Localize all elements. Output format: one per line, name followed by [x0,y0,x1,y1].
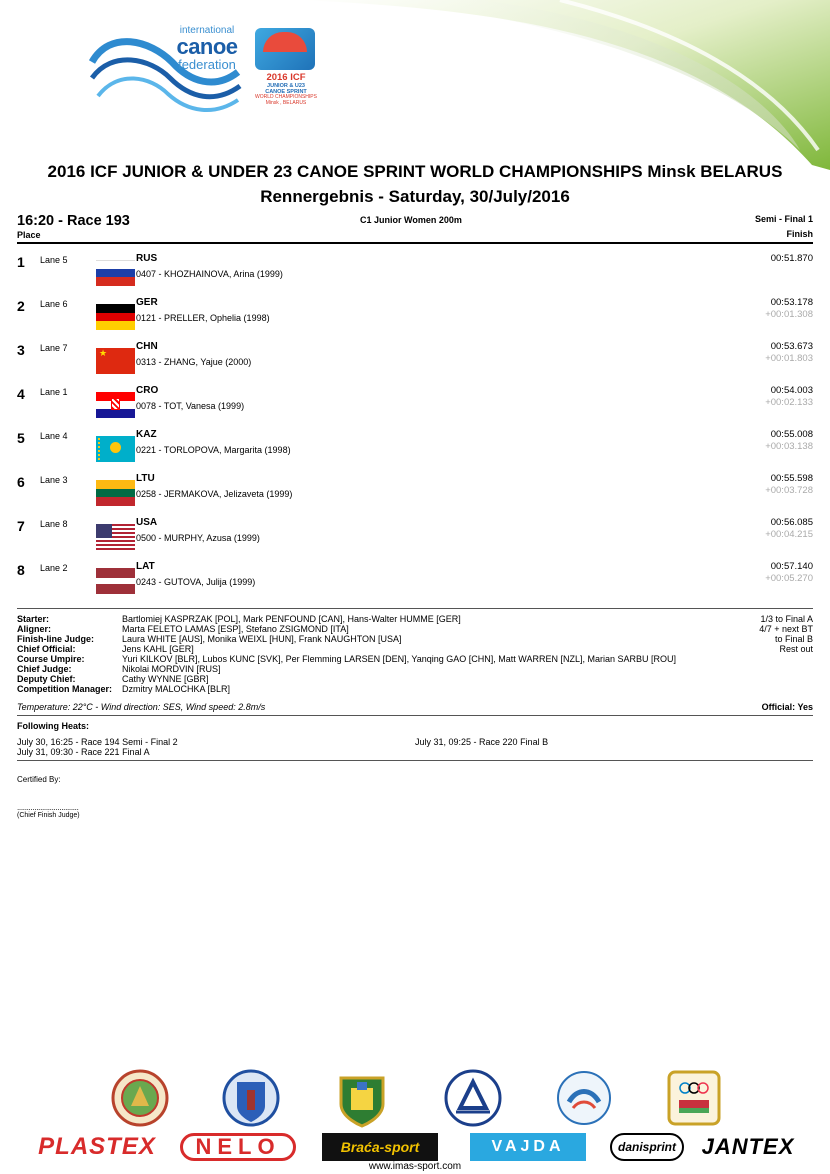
nation-code: GER [136,297,158,308]
official-status: Official: Yes [761,702,813,712]
official-role: Chief Official: [17,644,76,654]
document-title: 2016 ICF JUNIOR & UNDER 23 CANOE SPRINT WORLD CHAMPIONSHIPS Minsk BELARUS [47,162,783,181]
sponsor-jantex-logo: JANTEX [701,1134,795,1159]
place-column-header: Place [17,230,41,240]
weather-divider [17,715,813,716]
finish-time: 00:54.003 [770,385,813,396]
lane: Lane 5 [40,255,68,265]
event-logo-line2: JUNIOR & U23 [267,82,305,89]
official-role: Finish-line Judge: [17,634,95,644]
following-heats-left [17,737,178,757]
place-number: 8 [17,562,25,578]
result-row [0,517,830,561]
nation-code: CHN [136,341,158,352]
event-logo-line5: Minsk , BELARUS [265,99,307,106]
event-logo-line3: CANOE SPRINT [265,88,307,95]
icf-logo-line2: canoe [176,34,238,59]
nation-code: CRO [136,385,159,396]
race-event-name: C1 Junior Women 200m [360,215,462,225]
flag-rus-icon [96,260,135,286]
lane: Lane 6 [40,299,68,309]
qualification-rule: 4/7 + next BT [759,624,813,634]
athlete-name: 0500 - MURPHY, Azusa (1999) [136,533,260,543]
heats-divider [17,760,813,761]
event-logo-line4: WORLD CHAMPIONSHIPS [255,94,317,101]
place-number: 4 [17,386,25,402]
athlete-name: 0121 - PRELLER, Ophelia (1998) [136,313,270,323]
officials-names [122,614,676,694]
finish-time: 00:53.178 [770,297,813,308]
official-names: Yuri KILKOV [BLR], Lubos KUNC [SVK], Per Flemming LARSEN [DEN], Yanqing GAO [CHN], Matt WARREN [NZL], Marian SARBU [ROU] [122,654,676,664]
official-names: Dzmitry MALOCHKA [BLR] [122,684,231,694]
official-role: Starter: [17,614,50,624]
icf-logo [172,26,242,71]
official-role: Deputy Chief: [17,674,76,684]
flag-lat-icon [96,568,135,594]
time-behind: +00:01.308 [765,309,813,320]
time-behind: +00:04.215 [765,529,813,540]
lane: Lane 7 [40,343,68,353]
following-heat: July 31, 09:25 - Race 220 Final B [415,737,549,747]
nation-code: LAT [136,561,155,572]
sponsor-danisprint-logo: danisprint [610,1133,684,1161]
athlete-name: 0221 - TORLOPOVA, Margarita (1998) [136,445,291,455]
qualification-rule: 1/3 to Final A [760,614,813,624]
result-row [0,341,830,385]
finish-time: 00:56.085 [770,517,813,528]
sponsor-nelo-logo: NELO [180,1133,296,1161]
time-behind: +00:01.803 [765,353,813,364]
finish-time: 00:57.140 [770,561,813,572]
canoe-federation-crest-icon [444,1068,502,1128]
nation-code: KAZ [136,429,157,440]
rowing-federation-crest-icon [555,1068,613,1128]
result-row [0,561,830,605]
athlete-name: 0313 - ZHANG, Yajue (2000) [136,357,252,367]
certified-by-label: Certified By: [17,775,61,784]
event-logo-line1: 2016 ICF [266,72,306,83]
flag-ger-icon [96,304,135,330]
results-divider [17,608,813,609]
official-role: Competition Manager: [17,684,113,694]
city-crest-2-icon [222,1068,280,1128]
official-names: Marta FELETO LAMAS [ESP], Stefano ZSIGMOND [ITA] [122,624,349,634]
following-heats-right [415,737,548,747]
race-time-number: 16:20 - Race 193 [17,213,130,229]
official-names: Bartlomiej KASPRZAK [POL], Mark PENFOUND [CAN], Hans-Walter HUMME [GER] [122,614,461,624]
event-logo-image [255,28,315,70]
race-phase: Semi - Final 1 [754,214,813,224]
place-number: 7 [17,518,25,534]
place-number: 1 [17,254,25,270]
qualification-rule: Rest out [779,644,813,654]
sponsor-vajda-logo: VAJDA [470,1133,586,1161]
flag-chn-icon: ★ [96,348,135,374]
result-row [0,385,830,429]
chief-finish-judge-label: (Chief Finish Judge) [17,812,80,819]
result-row [0,253,830,297]
official-role: Chief Judge: [17,664,72,674]
athlete-name: 0258 - JERMAKOVA, Jelizaveta (1999) [136,489,293,499]
official-names: Nikolai MORDVIN [RUS] [122,664,221,674]
place-number: 2 [17,298,25,314]
finish-time: 00:51.870 [770,253,813,264]
icf-logo-line1: international [179,25,235,36]
official-role: Course Umpire: [17,654,85,664]
nation-code: RUS [136,253,158,264]
qualification-rule: to Final B [774,634,813,644]
finish-time: 00:55.598 [770,473,813,484]
result-row [0,473,830,517]
nation-code: LTU [136,473,155,484]
result-row [0,429,830,473]
place-number: 6 [17,474,25,490]
icf-logo-line3: federation [178,57,236,72]
header-swoosh-graphic [0,0,830,170]
lane: Lane 2 [40,563,68,573]
finish-column-header: Finish [786,229,813,239]
website-url: www.imas-sport.com [368,1161,462,1172]
city-crest-3-icon [333,1068,391,1128]
lane: Lane 4 [40,431,68,441]
flag-ltu-icon [96,480,135,506]
olympic-committee-crest-icon [665,1068,723,1128]
event-logo [255,28,317,112]
official-names: Cathy WYNNE [GBR] [122,674,209,684]
time-behind: +00:03.138 [765,441,813,452]
lane: Lane 8 [40,519,68,529]
flag-cro-icon [96,392,135,418]
athlete-name: 0407 - KHOZHAINOVA, Arina (1999) [136,269,283,279]
lane: Lane 3 [40,475,68,485]
finish-time: 00:55.008 [770,429,813,440]
finish-time: 00:53.673 [770,341,813,352]
flag-kaz-icon [96,436,135,462]
city-crest-1-icon [111,1068,169,1128]
sponsor-plastex-logo: PLASTEX [38,1133,156,1160]
time-behind: +00:02.133 [765,397,813,408]
place-number: 5 [17,430,25,446]
official-names: Jens KAHL [GER] [122,644,194,654]
lane: Lane 1 [40,387,68,397]
following-heat: July 31, 09:30 - Race 221 Final A [17,747,150,757]
result-row [0,297,830,341]
official-names: Laura WHITE [AUS], Monika WEIXL [HUN], Frank NAUGHTON [USA] [122,634,402,644]
athlete-name: 0243 - GUTOVA, Julija (1999) [136,577,256,587]
qualification-rules [759,614,813,654]
officials-roles [17,614,112,694]
sponsor-braca-sport-logo: Braća-sport [322,1133,438,1161]
flag-usa-icon [96,524,135,550]
time-behind: +00:05.270 [765,573,813,584]
time-behind: +00:03.728 [765,485,813,496]
athlete-name: 0078 - TOT, Vanesa (1999) [136,401,245,411]
signature-line: ................................ [17,803,79,812]
weather-info: Temperature: 22°C - Wind direction: SES, Wind speed: 2.8m/s [17,702,266,712]
official-role: Aligner: [17,624,52,634]
document-subtitle: Rennergebnis - Saturday, 30/July/2016 [260,187,570,206]
header-divider [17,242,813,244]
nation-code: USA [136,517,158,528]
following-heats-title: Following Heats: [17,721,89,731]
place-number: 3 [17,342,25,358]
following-heat: July 30, 16:25 - Race 194 Semi - Final 2 [17,737,178,747]
